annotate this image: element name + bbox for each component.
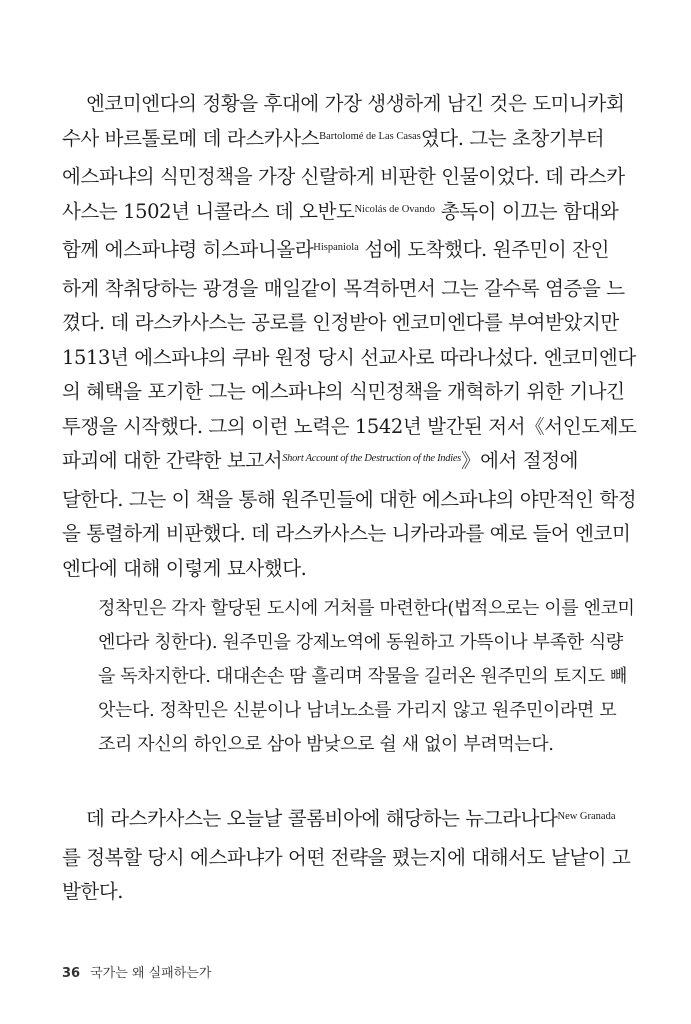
text-line: 파괴에 대한 간략한 보고서$^{Short Account of the Destruction of the Indies}$》에서 절정에 <box>62 449 579 472</box>
text-line: 데 라스카사스는 오늘날 콜롬비아에 해당하는 뉴그라나다$^{New Granada}$ <box>86 807 616 830</box>
english-title-annotation: Short Account of the Destruction of the Indies <box>282 453 461 464</box>
text-line: 함께 에스파냐령 히스파니올라$^{Hispaniola}$ 섬에 도착했다. 원주민이 잔인 <box>62 238 610 261</box>
latin-name-annotation: Hispaniola <box>313 242 359 253</box>
page-footer <box>62 962 211 981</box>
text-line: 하게 착취당하는 광경을 매일같이 목격하면서 그는 갈수록 염증을 느 <box>62 276 625 300</box>
latin-name-annotation: Bartolomé de Las Casas <box>319 130 421 142</box>
text-line: 에스파냐의 식민정책을 가장 신랄하게 비판한 인물이었다. 데 라스카 <box>62 165 625 188</box>
text-line: 의 혜택을 포기한 그는 에스파냐의 식민정책을 개혁하기 위한 기나긴 <box>62 380 625 403</box>
text-line: 을 통렬하게 비판했다. 데 라스카사스는 니카라과를 예로 들어 엔코미 <box>62 522 631 545</box>
text-line: 투쟁을 시작했다. 그의 이런 노력은 1542년 발간된 저서《서인도제도 <box>62 414 637 438</box>
text-line: 발한다. <box>62 880 124 903</box>
latin-name-annotation: Nicolás de Ovando <box>354 203 435 215</box>
quote-line: 정착민은 각자 할당된 도시에 거처를 마련한다(법적으로는 이를 엔코미 <box>98 598 635 619</box>
quote-line: 조리 자신의 하인으로 삼아 밤낮으로 쉴 새 없이 부려먹는다. <box>98 734 554 755</box>
text-line: 를 정복할 당시 에스파냐가 어떤 전략을 폈는지에 대해서도 낱낱이 고 <box>62 845 631 869</box>
body-paragraph-2 <box>62 802 632 910</box>
quote-line: 엔다라 칭한다). 원주민을 강제노역에 동원하고 가뜩이나 부족한 식량 <box>98 632 623 653</box>
body-paragraph-1 <box>62 87 637 586</box>
running-title: 국가는 왜 실패하는가 <box>90 966 212 981</box>
text-line: 꼈다. 데 라스카사스는 공로를 인정받아 엔코미엔다를 부여받았지만 <box>62 311 619 334</box>
text-line: 수사 바르톨로메 데 라스카사스$^{Bartolomé de Las Casas}$였다. 그는 초창기부터 <box>62 126 605 150</box>
page-number: 36 <box>62 966 81 981</box>
text-line: 엔코미엔다의 정황을 후대에 가장 생생하게 남긴 것은 도미니카회 <box>86 92 625 115</box>
text-line: 1513년 에스파냐의 쿠바 원정 당시 선교사로 따라나섰다. 엔코미엔다 <box>62 345 636 369</box>
quote-line: 을 독차지한다. 대대손손 땀 흘리며 작물을 길러온 원주민의 토지도 빼 <box>98 666 627 687</box>
text-line: 사스는 1502년 니콜라스 데 오반도$^{Nicolás de Ovando}$ 총독이 이끄는 함대와 <box>62 199 619 223</box>
latin-name-annotation: New Granada <box>557 811 616 822</box>
text-line: 달한다. 그는 이 책을 통해 원주민들에 대한 에스파냐의 야만적인 학정 <box>62 487 637 511</box>
block-quote <box>98 592 638 762</box>
quote-line: 앗는다. 정착민은 신분이나 남녀노소를 가리지 않고 원주민이라면 모 <box>98 700 617 721</box>
text-line: 엔다에 대해 이렇게 묘사했다. <box>62 556 307 580</box>
